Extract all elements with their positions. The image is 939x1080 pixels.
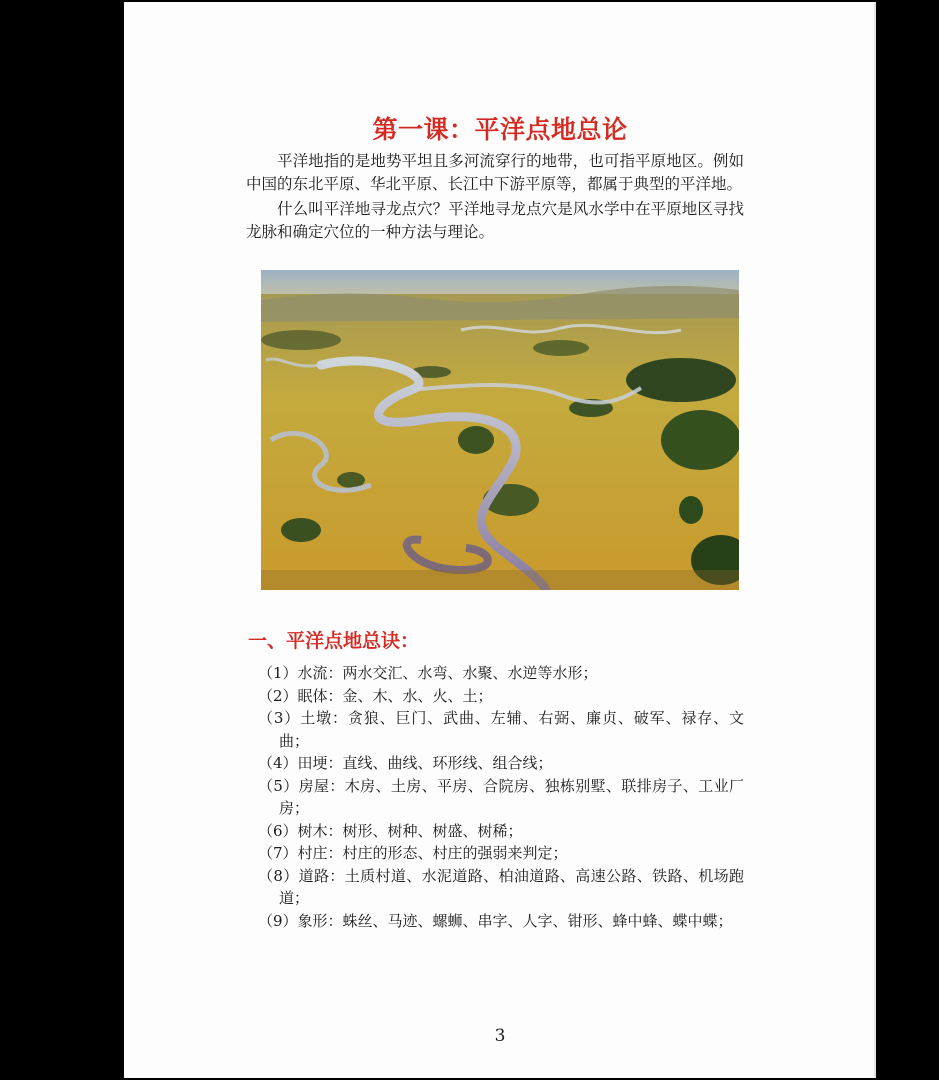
list-item: （2）眠体：金、木、水、火、土； (258, 686, 493, 705)
document-page (124, 2, 876, 1078)
lesson-title: 第一课：平洋点地总论 (372, 115, 628, 144)
river-plain-photo (261, 270, 739, 590)
list-item: （8）道路：土质村道、水泥道路、柏油道路、高速公路、铁路、机场跑道； (258, 866, 744, 907)
list-item: （3）土墩：贪狼、巨门、武曲、左辅、右弼、廉贞、破军、禄存、文曲； (258, 709, 744, 750)
list-item: （1）水流：两水交汇、水弯、水聚、水逆等水形； (258, 664, 598, 682)
list-item: （4）田埂：直线、曲线、环形线、组合线； (258, 754, 553, 772)
intro-paragraph-1: 平洋地指的是地势平坦且多河流穿行的地带，也可指平原地区。例如中国的东北平原、华北平原、长江中下游平原等，都属于典型的平洋地。 (246, 152, 744, 193)
section-heading: 一、平洋点地总诀： (248, 630, 420, 652)
rules-list (258, 662, 744, 932)
aerial-landscape-image (261, 270, 739, 590)
list-item: （5）房屋：木房、土房、平房、合院房、独栋别墅、联排房子、工业厂房； (258, 776, 744, 817)
list-item: （9）象形：蛛丝、马迹、螺蛳、串字、人字、钳形、蜂中蜂、蝶中蝶； (258, 911, 733, 930)
list-item: （6）树木：树形、树种、树盛、树稀； (258, 821, 523, 840)
intro-text (246, 150, 744, 246)
page-edge (874, 2, 876, 1078)
page-number: 3 (494, 1026, 506, 1046)
intro-paragraph-2: 什么叫平洋地寻龙点穴？平洋地寻龙点穴是风水学中在平原地区寻找龙脉和确定穴位的一种方法与理论。 (246, 200, 744, 241)
list-item: （7）村庄：村庄的形态、村庄的强弱来判定； (258, 844, 568, 862)
